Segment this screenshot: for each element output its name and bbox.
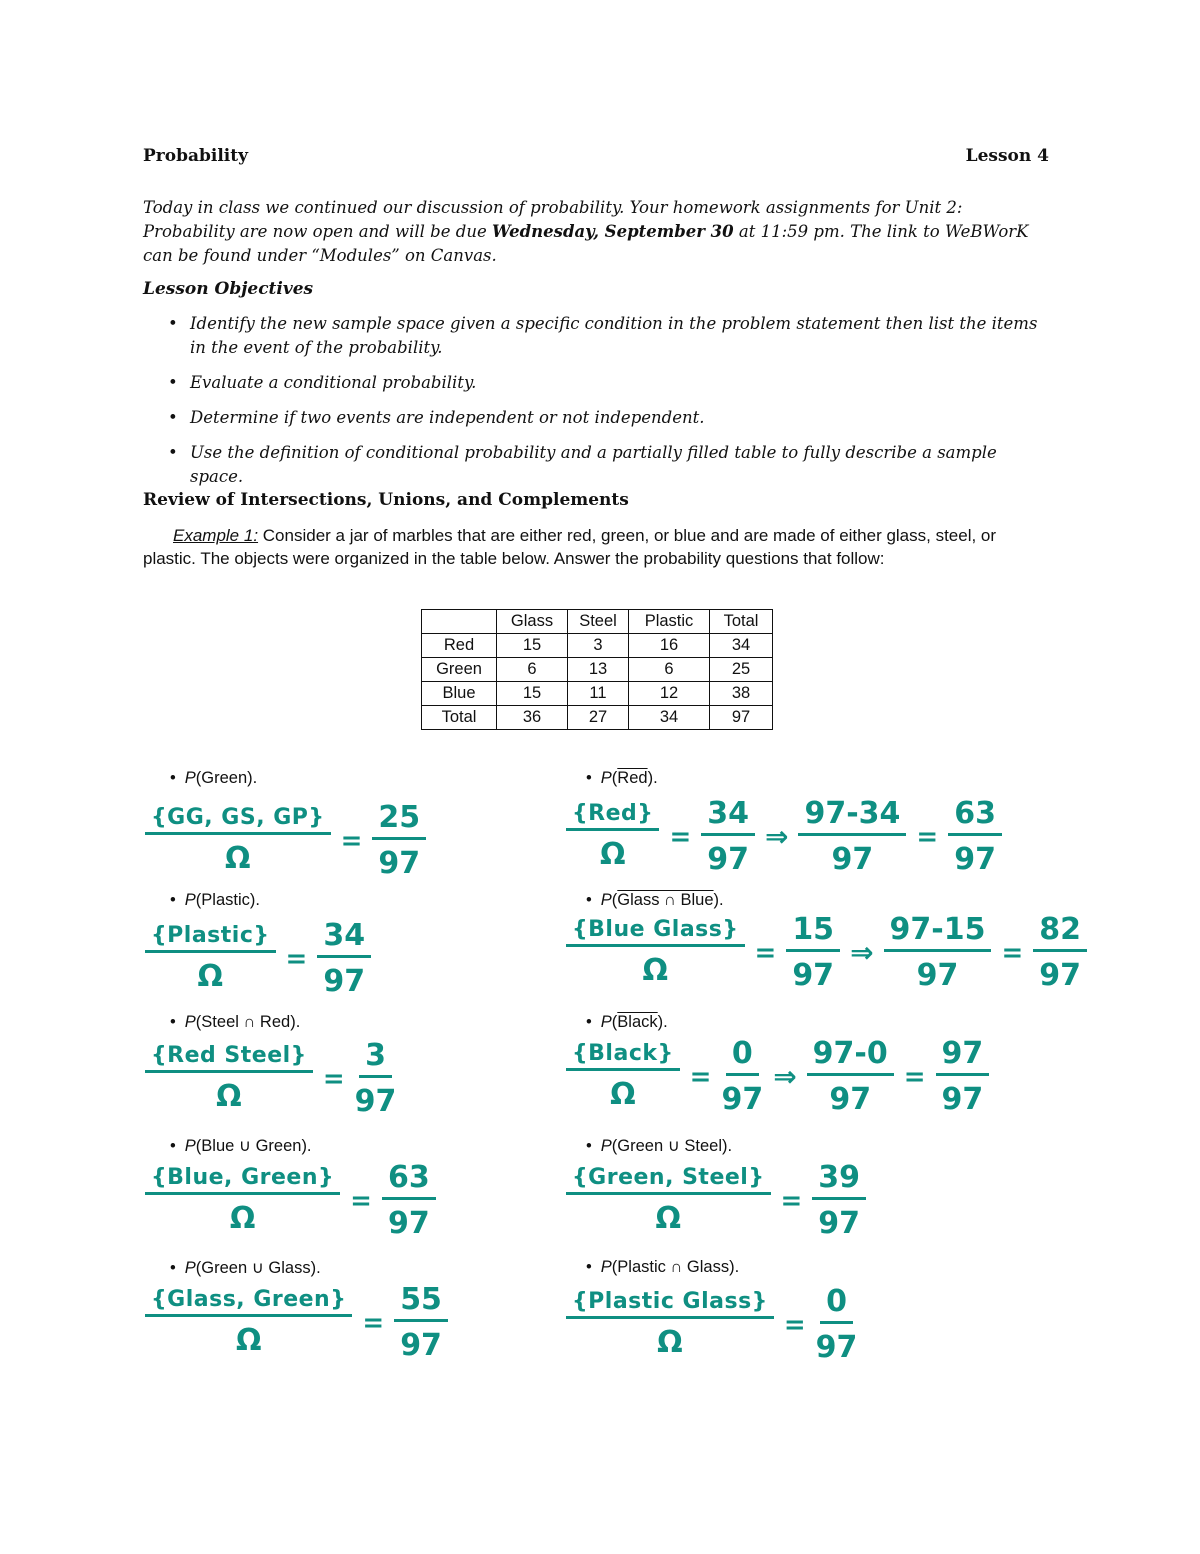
question-p-blue-green: • P(Blue ∪ Green). bbox=[170, 1137, 312, 1155]
answer-p-green: $\frac{\{GG, GS, GP\}}{\Omega}$ = $\frac{25}{97}$ bbox=[145, 800, 426, 881]
table-cell: 27 bbox=[568, 706, 629, 730]
table-cell: 34 bbox=[629, 706, 710, 730]
table-cell: 3 bbox=[568, 634, 629, 658]
fraction: $\frac{0}{97}$ bbox=[815, 1284, 858, 1365]
page-header bbox=[143, 146, 1049, 166]
fraction: $\frac{34}{97}$ bbox=[701, 796, 755, 877]
fraction: $\frac{63}{97}$ bbox=[382, 1160, 436, 1241]
table-cell: 6 bbox=[629, 658, 710, 682]
fraction: $\frac{97-0}{97}$ bbox=[807, 1036, 894, 1117]
question-p-not-black: • P(Black). bbox=[586, 1013, 668, 1031]
fraction: $\frac{\text{\{Blue, Green\}}}{\Omega}$ bbox=[145, 1165, 340, 1236]
due-date: Wednesday, September 30 bbox=[491, 222, 734, 241]
fraction: $\frac{25}{97}$ bbox=[372, 800, 426, 881]
table-cell: 12 bbox=[629, 682, 710, 706]
question-p-green: • P(Green). bbox=[170, 769, 258, 787]
marbles-table bbox=[421, 609, 773, 730]
fraction: $\frac{3}{97}$ bbox=[354, 1038, 397, 1119]
question-p-plastic-glass: • P(Plastic ∩ Glass). bbox=[586, 1258, 740, 1276]
fraction: $\frac{\text{\{Blue Glass\}}}{\Omega}$ bbox=[566, 917, 745, 988]
table-cell: Green bbox=[422, 658, 497, 682]
fraction: $\frac{\text{\{Red\}}}{\Omega}$ bbox=[566, 801, 659, 872]
answer-p-plastic: $\frac{\text{\{Plastic\}}}{\Omega}$ = $\frac{34}{97}$ bbox=[145, 918, 371, 999]
fraction: $\frac{\text{\{Plastic Glass\}}}{\Omega}$ bbox=[566, 1289, 774, 1360]
table-header-row bbox=[422, 610, 773, 634]
fraction: $\frac{97-15}{97}$ bbox=[884, 912, 992, 993]
fraction: $\frac{82}{97}$ bbox=[1033, 912, 1087, 993]
objective-item: • Determine if two events are independent or not independent. bbox=[168, 406, 1048, 430]
question-p-steel-red: • P(Steel ∩ Red). bbox=[170, 1013, 301, 1031]
fraction: $\frac{63}{97}$ bbox=[948, 796, 1002, 877]
fraction: $\frac{55}{97}$ bbox=[394, 1282, 448, 1363]
objective-item: • Use the definition of conditional probability and a partially filled table to fully describe a sample space. bbox=[168, 441, 1048, 489]
fraction: $\frac{39}{97}$ bbox=[812, 1160, 866, 1241]
fraction: $\frac{\text{\{Glass, Green\}}}{\Omega}$ bbox=[145, 1287, 352, 1358]
answer-p-not-glass-blue: $\frac{\text{\{Blue Glass\}}}{\Omega}$ = $\frac{15}{97}$ ⇒ $\frac{97-15}{97}$ = $\frac{82}{97}$ bbox=[566, 912, 1087, 993]
objectives-list bbox=[168, 312, 1048, 500]
question-p-green-glass: • P(Green ∪ Glass). bbox=[170, 1259, 321, 1277]
table-cell: 11 bbox=[568, 682, 629, 706]
fraction: $\frac{\text{\{Black\}}}{\Omega}$ bbox=[566, 1041, 680, 1112]
fraction: $\frac{\text{\{Plastic\}}}{\Omega}$ bbox=[145, 923, 276, 994]
objectives-title: Lesson Objectives bbox=[143, 279, 314, 299]
table-cell: 15 bbox=[497, 682, 568, 706]
fraction: $\frac{\text{\{Red Steel\}}}{\Omega}$ bbox=[145, 1043, 313, 1114]
table-cell: Red bbox=[422, 634, 497, 658]
table-cell: 13 bbox=[568, 658, 629, 682]
fraction: $\frac{15}{97}$ bbox=[786, 912, 840, 993]
table-cell: 15 bbox=[497, 634, 568, 658]
table-cell: 16 bbox=[629, 634, 710, 658]
fraction: $\frac{34}{97}$ bbox=[317, 918, 371, 999]
table-row bbox=[422, 706, 773, 730]
fraction: $\frac{\text{\{Green, Steel\}}}{\Omega}$ bbox=[566, 1165, 771, 1236]
answer-p-green-steel: $\frac{\text{\{Green, Steel\}}}{\Omega}$ = $\frac{39}{97}$ bbox=[566, 1160, 866, 1241]
example-text: Consider a jar of marbles that are either red, green, or blue and are made of either glass, steel, or plastic. The objects were organized in the table below. Answer the probability questions that follow: bbox=[143, 526, 997, 568]
table-cell: 36 bbox=[497, 706, 568, 730]
table-cell: Blue bbox=[422, 682, 497, 706]
lesson-number: Lesson 4 bbox=[965, 146, 1049, 166]
answer-p-plastic-glass: $\frac{\text{\{Plastic Glass\}}}{\Omega}$ = $\frac{0}{97}$ bbox=[566, 1284, 857, 1365]
implies-arrow-icon: ⇒ bbox=[773, 1060, 797, 1093]
table-row bbox=[422, 634, 773, 658]
table-header-cell: Plastic bbox=[629, 610, 710, 634]
question-p-not-glass-blue: • P(Glass ∩ Blue). bbox=[586, 891, 724, 909]
fraction: $\frac{\{GG, GS, GP\}}{\Omega}$ bbox=[145, 805, 331, 876]
table-cell: 34 bbox=[710, 634, 773, 658]
fraction: $\frac{97}{97}$ bbox=[936, 1036, 990, 1117]
table-header-cell bbox=[422, 610, 497, 634]
answer-p-green-glass: $\frac{\text{\{Glass, Green\}}}{\Omega}$ = $\frac{55}{97}$ bbox=[145, 1282, 448, 1363]
example-paragraph bbox=[143, 524, 1023, 570]
question-p-green-steel: • P(Green ∪ Steel). bbox=[586, 1137, 733, 1155]
answer-p-not-red: $\frac{\text{\{Red\}}}{\Omega}$ = $\frac{34}{97}$ ⇒ $\frac{97-34}{97}$ = $\frac{63}{97}$ bbox=[566, 796, 1002, 877]
example-label: Example 1: bbox=[173, 526, 259, 545]
implies-arrow-icon: ⇒ bbox=[764, 820, 789, 853]
table-cell: 38 bbox=[710, 682, 773, 706]
answer-p-not-black: $\frac{\text{\{Black\}}}{\Omega}$ = $\frac{0}{97}$ ⇒ $\frac{97-0}{97}$ = $\frac{97}{97}$ bbox=[566, 1036, 989, 1117]
objective-item: • Identify the new sample space given a specific condition in the problem statement then list the items in the event of the probability. bbox=[168, 312, 1048, 360]
intro-text-1: Today in class we continued our discussion of probability. Your homework assignments for Unit 2: Probability are now open and will be due bbox=[143, 198, 963, 241]
intro-text-2: at 11:59 pm. The link to WeBWorK can be found under “Modules” on Canvas. bbox=[143, 222, 1029, 265]
objective-item: • Evaluate a conditional probability. bbox=[168, 371, 1048, 395]
table-cell: 97 bbox=[710, 706, 773, 730]
table-row bbox=[422, 682, 773, 706]
answer-p-steel-red: $\frac{\text{\{Red Steel\}}}{\Omega}$ = $\frac{3}{97}$ bbox=[145, 1038, 396, 1119]
intro-paragraph bbox=[143, 196, 1053, 268]
table-header-cell: Total bbox=[710, 610, 773, 634]
answer-p-blue-green: $\frac{\text{\{Blue, Green\}}}{\Omega}$ = $\frac{63}{97}$ bbox=[145, 1160, 436, 1241]
table-header-cell: Glass bbox=[497, 610, 568, 634]
table-cell: Total bbox=[422, 706, 497, 730]
question-p-plastic: • P(Plastic). bbox=[170, 891, 260, 909]
page-title: Probability bbox=[143, 146, 248, 166]
table-cell: 6 bbox=[497, 658, 568, 682]
fraction: $\frac{0}{97}$ bbox=[721, 1036, 764, 1117]
table-row bbox=[422, 658, 773, 682]
table-cell: 25 bbox=[710, 658, 773, 682]
question-p-not-red: • $P(\overline{Red})$. bbox=[586, 769, 658, 787]
fraction: $\frac{97-34}{97}$ bbox=[798, 796, 906, 877]
table-header-cell: Steel bbox=[568, 610, 629, 634]
section-title: Review of Intersections, Unions, and Complements bbox=[143, 490, 629, 510]
implies-arrow-icon: ⇒ bbox=[850, 936, 874, 969]
